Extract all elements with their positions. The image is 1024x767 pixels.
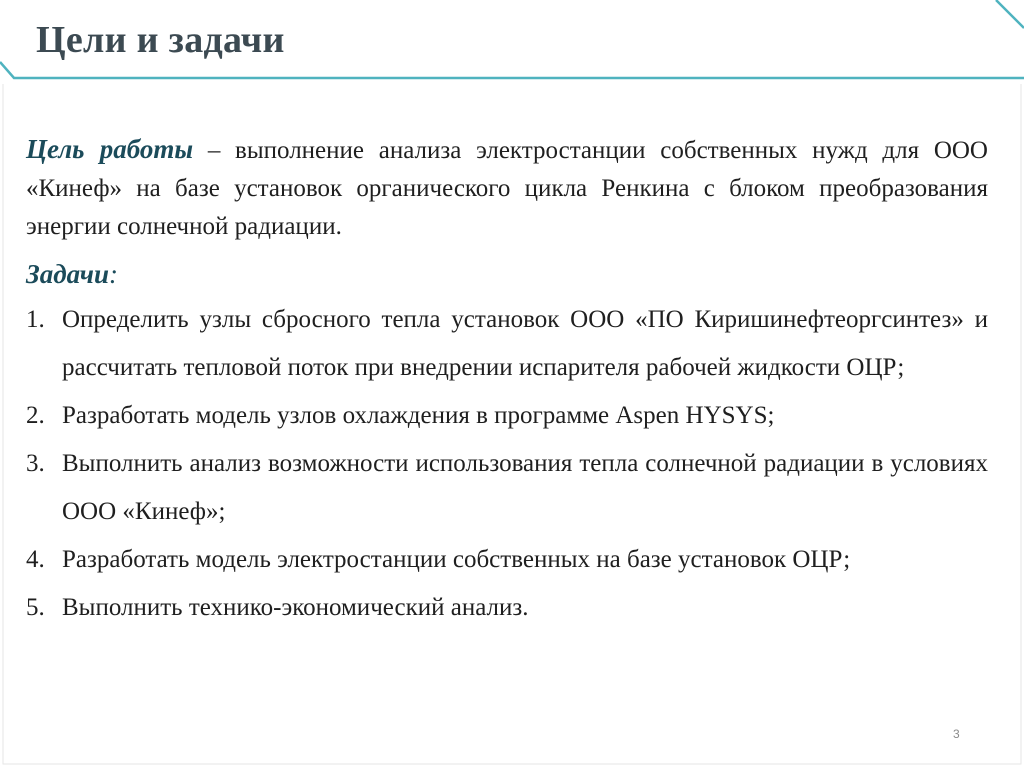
list-item-number: 2. xyxy=(26,402,45,429)
list-item-number: 3. xyxy=(26,450,45,477)
list-item-text: Выполнить анализ возможности использования тепла солнечной радиации в условиях ООО «Кинеф»; xyxy=(62,450,988,525)
goal-text: – выполнение анализа электростанции собственных нужд для ООО «Кинеф» на базе установок органического цикла Ренкина с блоком преобразования энергии солнечной радиации. xyxy=(26,137,988,240)
slide-content xyxy=(26,130,988,632)
list-item xyxy=(26,584,988,632)
list-item-text: Определить узлы сбросного тепла установок ООО «ПО Киришинефтеоргсинтез» и рассчитать тепловой поток при внедрении испарителя рабочей жидкости ОЦР; xyxy=(62,306,988,381)
slide-title: Цели и задачи xyxy=(36,19,285,61)
list-item-text: Разработать модель узлов охлаждения в программе Aspen HYSYS; xyxy=(62,402,775,429)
list-item-number: 5. xyxy=(26,594,45,621)
list-item xyxy=(26,536,988,584)
goal-paragraph xyxy=(26,130,988,246)
page-number: 3 xyxy=(953,727,960,741)
header-frame-line xyxy=(0,62,1024,78)
list-item-number: 1. xyxy=(26,306,45,333)
tasks-label: Задачи xyxy=(26,259,109,289)
tasks-heading xyxy=(26,254,988,294)
list-item-text: Выполнить технико-экономический анализ. xyxy=(62,594,529,621)
list-item xyxy=(26,440,988,536)
goal-label: Цель работы xyxy=(26,134,194,164)
corner-accent xyxy=(996,0,1024,28)
tasks-colon: : xyxy=(108,259,118,289)
list-item xyxy=(26,296,988,392)
list-item xyxy=(26,392,988,440)
list-item-text: Разработать модель электростанции собственных на базе установок ОЦР; xyxy=(62,546,851,573)
tasks-list xyxy=(26,296,988,632)
list-item-number: 4. xyxy=(26,546,45,573)
